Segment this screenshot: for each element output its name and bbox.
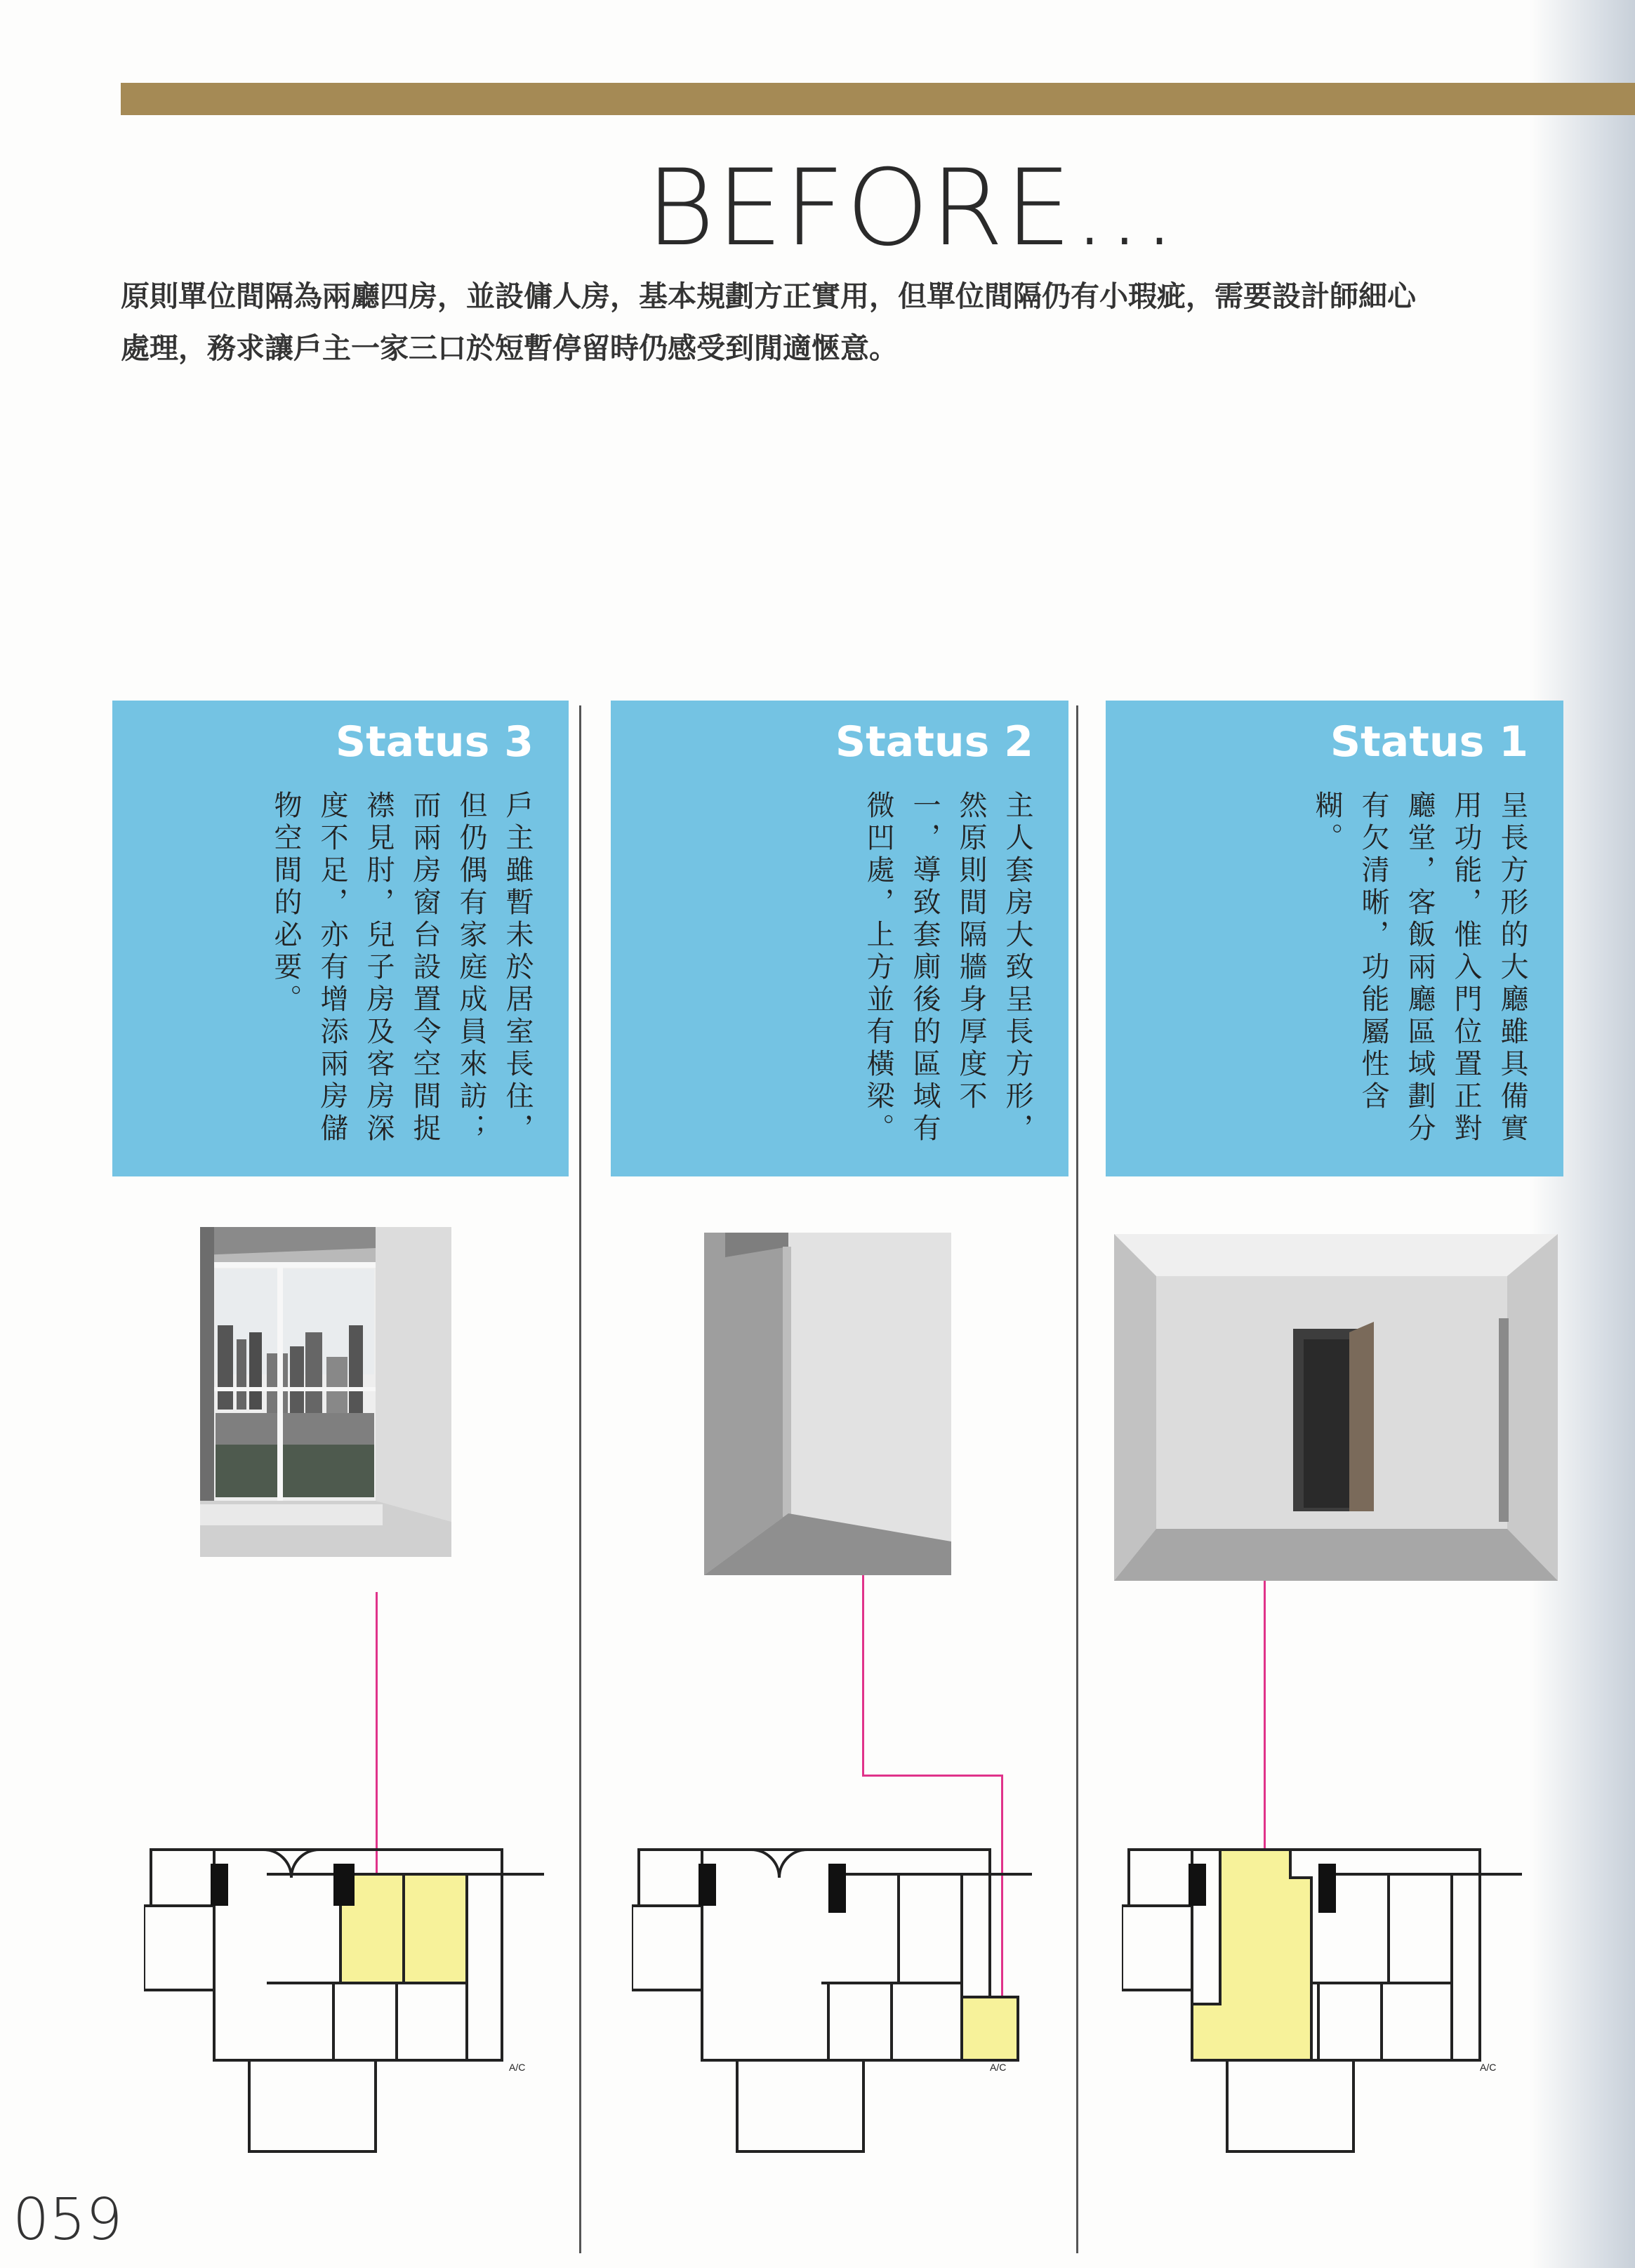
status-1-photo <box>1114 1234 1558 1581</box>
page-title: BEFORE... <box>646 147 1178 270</box>
status-2-floor-plan <box>632 1836 1039 2166</box>
status-2-connector <box>862 1575 864 1775</box>
intro-line-1: 原則單位間隔為兩廳四房，並設傭人房，基本規劃方正實用，但單位間隔仍有小瑕疵，需要設計師細心 <box>121 279 1416 313</box>
status-3-title: Status 3 <box>335 717 534 767</box>
ac-label: A/C <box>1480 2062 1497 2073</box>
status-2-text: 主人套房大致呈長方形，然原則間隔牆身厚度不一，導致套廁後的區域有微凹處，上方並有橫梁。 <box>862 790 1033 1146</box>
status-2-connector <box>862 1775 1002 1777</box>
intro-line-2: 處理，務求讓戶主一家三口於短暫停留時仍感受到閒適愜意。 <box>121 331 898 365</box>
status-3-panel <box>112 701 569 1176</box>
status-3-photo <box>200 1227 451 1557</box>
status-3-floor-plan <box>144 1836 551 2166</box>
page-number: 059 <box>13 2187 123 2253</box>
status-2-title: Status 2 <box>835 717 1033 767</box>
status-1-title: Status 1 <box>1330 717 1528 767</box>
status-1-floor-plan <box>1122 1836 1529 2166</box>
ac-label: A/C <box>509 2062 526 2073</box>
status-1-text: 呈長方形的大廳雖具備實用功能，惟入門位置正對廳堂，客飯兩廳區域劃分有欠清晰，功能屬性含糊。 <box>1311 790 1528 1146</box>
room-corner-image <box>704 1233 951 1575</box>
status-1-panel <box>1106 701 1563 1176</box>
status-2-photo <box>704 1233 951 1575</box>
ac-label: A/C <box>990 2062 1007 2073</box>
living-room-image <box>1114 1234 1558 1581</box>
header-bar <box>121 83 1635 115</box>
status-3-text: 戶主雖暫未於居室長住，但仍偶有家庭成員來訪；而兩房窗台設置令空間捉襟見肘，兒子房及客房深度不足，亦有增添兩房儲物空間的必要。 <box>270 790 534 1146</box>
status-2-panel <box>611 701 1068 1176</box>
column-divider <box>579 705 581 2253</box>
window-room-image <box>200 1227 451 1557</box>
intro-paragraph <box>121 270 1581 374</box>
column-divider <box>1076 705 1078 2253</box>
